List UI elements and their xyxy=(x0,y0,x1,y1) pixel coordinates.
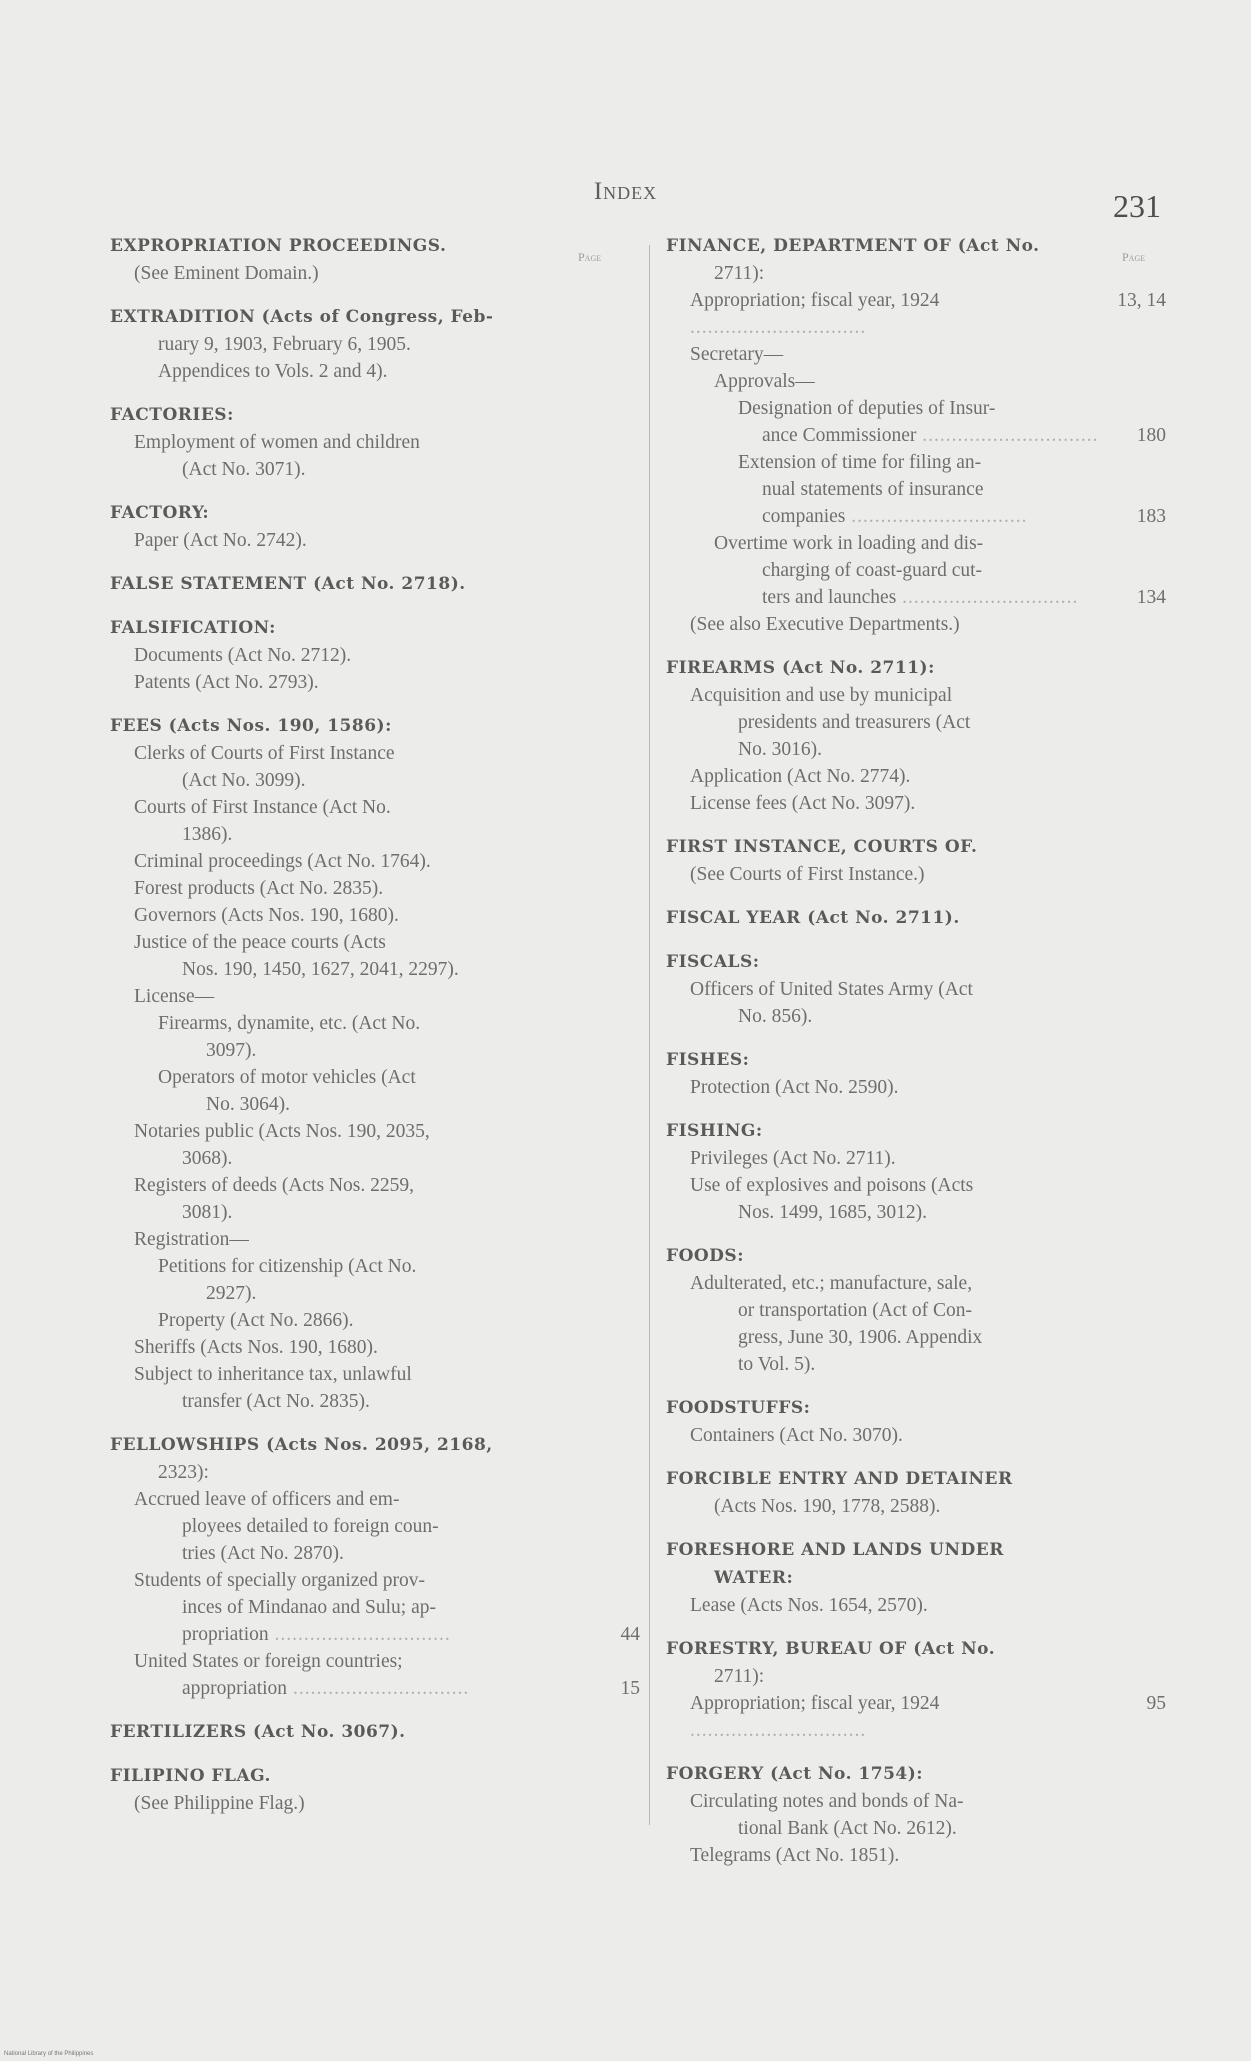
entry-text: FORESHORE AND LANDS UNDER xyxy=(666,1540,1004,1560)
entry-heading xyxy=(666,1564,1106,1592)
entry-text: ruary 9, 1903, February 6, 1905. xyxy=(158,334,411,355)
index-entry xyxy=(666,1117,1106,1226)
entry-text: (See Eminent Domain.) xyxy=(134,263,319,284)
entry-line xyxy=(110,1280,580,1307)
entry-line xyxy=(666,1172,1106,1199)
entry-text: Privileges (Act No. 2711). xyxy=(690,1148,896,1169)
entry-text: Overtime work in loading and dis- xyxy=(714,533,984,554)
entry-line xyxy=(110,1361,580,1388)
entry-heading xyxy=(666,1046,1106,1074)
entry-text: 3068). xyxy=(182,1148,233,1169)
entry-heading xyxy=(666,1635,1106,1663)
entry-line xyxy=(666,682,1106,709)
entry-text: Registration— xyxy=(134,1229,249,1250)
entry-line xyxy=(666,584,1166,611)
entry-text: Courts of First Instance (Act No. xyxy=(134,797,391,818)
entry-text: FACTORY: xyxy=(110,503,210,523)
entry-text: Forest products (Act No. 2835). xyxy=(134,878,384,899)
index-entry xyxy=(666,948,1106,1030)
entry-text: Clerks of Courts of First Instance xyxy=(134,743,395,764)
entry-text: Telegrams (Act No. 1851). xyxy=(690,1845,900,1866)
entry-text: EXPROPRIATION PROCEEDINGS. xyxy=(110,236,447,256)
entry-heading xyxy=(666,1760,1106,1788)
entry-text: Operators of motor vehicles (Act xyxy=(158,1067,416,1088)
entry-line xyxy=(110,1388,580,1415)
entry-text: Property (Act No. 2866). xyxy=(158,1310,354,1331)
entry-text: FORCIBLE ENTRY AND DETAINER xyxy=(666,1469,1013,1489)
entry-line xyxy=(110,1513,580,1540)
entry-line xyxy=(666,1270,1106,1297)
entry-line xyxy=(666,1690,1166,1744)
entry-text: tries (Act No. 2870). xyxy=(182,1543,344,1564)
entry-text: 2711): xyxy=(714,263,765,284)
entry-text: FIRST INSTANCE, COURTS OF. xyxy=(666,837,978,857)
entry-heading xyxy=(666,1242,1106,1270)
entry-line xyxy=(110,848,580,875)
entry-line xyxy=(110,1307,580,1334)
entry-text: FALSE STATEMENT (Act No. 2718). xyxy=(110,574,466,594)
entry-line xyxy=(110,1486,580,1513)
index-entry xyxy=(110,712,580,1415)
entry-text: Circulating notes and bonds of Na- xyxy=(690,1791,964,1812)
entry-text: ployees detailed to foreign coun- xyxy=(182,1516,439,1537)
entry-text: FACTORIES: xyxy=(110,405,234,425)
entry-line xyxy=(110,1594,580,1621)
entry-text: ance Commissioner ..... xyxy=(762,425,1098,446)
entry-text: gress, June 30, 1906. Appendix xyxy=(738,1327,983,1348)
entry-line xyxy=(666,1145,1106,1172)
entry-text: 3081). xyxy=(182,1202,233,1223)
entry-text: Documents (Act No. 2712). xyxy=(134,645,352,666)
entry-text: FISCAL YEAR (Act No. 2711). xyxy=(666,908,960,928)
see-reference xyxy=(110,260,580,287)
entry-text: No. 3016). xyxy=(738,739,822,760)
entry-line xyxy=(110,1037,580,1064)
entry-line xyxy=(110,929,580,956)
entry-text: Containers (Act No. 3070). xyxy=(690,1425,903,1446)
index-entry xyxy=(666,654,1106,817)
entry-text: FILIPINO FLAG. xyxy=(110,1766,271,1786)
index-entry xyxy=(110,570,580,598)
index-entry xyxy=(110,303,580,385)
entry-line xyxy=(666,1003,1106,1030)
entry-text: FOODSTUFFS: xyxy=(666,1398,811,1418)
entry-text: FORGERY (Act No. 1754): xyxy=(666,1764,924,1784)
entry-text: Students of specially organized prov- xyxy=(134,1570,425,1591)
entry-line xyxy=(110,1226,580,1253)
entry-text: FELLOWSHIPS (Acts Nos. 2095, 2168, xyxy=(110,1435,493,1455)
entry-text: (Act No. 3099). xyxy=(182,770,306,791)
entry-line xyxy=(110,429,580,456)
entry-line xyxy=(110,358,580,385)
entry-heading xyxy=(666,904,1106,932)
entry-text: Patents (Act No. 2793). xyxy=(134,672,319,693)
entry-text: Adulterated, etc.; manufacture, sale, xyxy=(690,1273,973,1294)
entry-text: FORESTRY, BUREAU OF (Act No. xyxy=(666,1639,996,1659)
entry-line xyxy=(666,503,1166,530)
entry-text: Extension of time for filing an- xyxy=(738,452,982,473)
see-reference xyxy=(666,861,1106,888)
entry-line xyxy=(110,1172,580,1199)
entry-text: Lease (Acts Nos. 1654, 2570). xyxy=(690,1595,928,1616)
page-reference: 15 xyxy=(620,1678,640,1699)
entry-text: to Vol. 5). xyxy=(738,1354,816,1375)
entry-line xyxy=(666,1815,1106,1842)
entry-text: No. 856). xyxy=(738,1006,813,1027)
entry-line xyxy=(110,1334,580,1361)
entry-text: Registers of deeds (Acts Nos. 2259, xyxy=(134,1175,414,1196)
entry-line xyxy=(666,790,1106,817)
entry-line xyxy=(110,669,580,696)
entry-line xyxy=(110,1253,580,1280)
entry-text: Criminal proceedings (Act No. 1764). xyxy=(134,851,431,872)
entry-line xyxy=(110,1118,580,1145)
entry-text: License fees (Act No. 3097). xyxy=(690,793,916,814)
entry-text: (Acts Nos. 190, 1778, 2588). xyxy=(714,1496,941,1517)
right-page-column-label: Page xyxy=(1122,250,1146,264)
entry-text: 2927). xyxy=(206,1283,257,1304)
entry-line xyxy=(666,422,1166,449)
entry-line xyxy=(666,1324,1106,1351)
see-reference xyxy=(110,1790,580,1817)
entry-text: ters and launches ..... xyxy=(762,587,1078,608)
page-reference: 180 xyxy=(1136,425,1166,446)
entry-text: Petitions for citizenship (Act No. xyxy=(158,1256,417,1277)
entry-text: FISHES: xyxy=(666,1050,750,1070)
entry-text: FEES (Acts Nos. 190, 1586): xyxy=(110,716,392,736)
entry-line xyxy=(666,1297,1106,1324)
entry-line xyxy=(110,767,580,794)
entry-line xyxy=(666,476,1106,503)
page-reference: 183 xyxy=(1136,506,1166,527)
entry-heading xyxy=(110,1431,580,1459)
entry-text: Appropriation; fiscal year, 1924 ..... xyxy=(690,1693,939,1741)
entry-text: Use of explosives and poisons (Acts xyxy=(690,1175,974,1196)
index-entry xyxy=(666,1465,1106,1520)
page-reference: 44 xyxy=(620,1624,640,1645)
entry-text: Nos. 190, 1450, 1627, 2041, 2297). xyxy=(182,959,459,980)
entry-line xyxy=(666,1663,1106,1690)
left-page-column-label: Page xyxy=(578,250,602,264)
entry-heading xyxy=(110,712,580,740)
entry-heading xyxy=(666,1465,1106,1493)
entry-text: Firearms, dynamite, etc. (Act No. xyxy=(158,1013,421,1034)
entry-heading xyxy=(110,614,580,642)
entry-text: 2323): xyxy=(158,1462,209,1483)
entry-line xyxy=(666,1199,1106,1226)
entry-text: transfer (Act No. 2835). xyxy=(182,1391,370,1412)
entry-text: companies ..... xyxy=(762,506,1028,527)
entry-text: Accrued leave of officers and em- xyxy=(134,1489,400,1510)
entry-text: Employment of women and children xyxy=(134,432,420,453)
entry-line xyxy=(666,709,1106,736)
entry-line xyxy=(666,368,1106,395)
index-entry xyxy=(666,904,1106,932)
index-entry xyxy=(666,1536,1106,1619)
entry-text: License— xyxy=(134,986,215,1007)
entry-line xyxy=(110,642,580,669)
entry-line xyxy=(110,821,580,848)
entry-heading xyxy=(666,833,1106,861)
entry-text: Approvals— xyxy=(714,371,815,392)
entry-line xyxy=(110,794,580,821)
footer-note: National Library of the Philippines xyxy=(4,2051,94,2057)
entry-text: Designation of deputies of Insur- xyxy=(738,398,996,419)
entry-line xyxy=(110,1145,580,1172)
entry-heading xyxy=(666,1117,1106,1145)
entry-text: (Act No. 3071). xyxy=(182,459,306,480)
index-entry xyxy=(666,1242,1106,1378)
entry-line xyxy=(666,395,1106,422)
entry-line xyxy=(666,341,1106,368)
entry-heading xyxy=(110,499,580,527)
index-entry xyxy=(666,1046,1106,1101)
entry-line xyxy=(110,1567,580,1594)
entry-heading xyxy=(110,232,580,260)
entry-text: FISHING: xyxy=(666,1121,763,1141)
entry-text: (See Courts of First Instance.) xyxy=(690,864,925,885)
entry-line xyxy=(110,1540,580,1567)
index-entry xyxy=(666,1760,1106,1869)
entry-line xyxy=(110,1091,580,1118)
entry-text: FOODS: xyxy=(666,1246,744,1266)
entry-text: WATER: xyxy=(714,1568,794,1588)
index-entry xyxy=(666,1635,1166,1744)
entry-text: Governors (Acts Nos. 190, 1680). xyxy=(134,905,399,926)
entry-line xyxy=(666,449,1106,476)
entry-heading xyxy=(110,1718,580,1746)
index-entry xyxy=(110,1431,640,1702)
entry-line xyxy=(666,1422,1106,1449)
entry-text: Notaries public (Acts Nos. 190, 2035, xyxy=(134,1121,430,1142)
entry-text: (See also Executive Departments.) xyxy=(690,614,960,635)
entry-text: propriation ..... xyxy=(182,1624,451,1645)
entry-text: FERTILIZERS (Act No. 3067). xyxy=(110,1722,406,1742)
see-reference xyxy=(666,611,1106,638)
entry-text: Nos. 1499, 1685, 3012). xyxy=(738,1202,928,1223)
entry-line xyxy=(110,1010,580,1037)
entry-line xyxy=(666,287,1166,341)
entry-line xyxy=(110,902,580,929)
entry-heading xyxy=(666,1394,1106,1422)
entry-text: (See Philippine Flag.) xyxy=(134,1793,305,1814)
index-entry xyxy=(110,499,580,554)
page-number: 231 xyxy=(1113,188,1161,224)
entry-text: Subject to inheritance tax, unlawful xyxy=(134,1364,412,1385)
entry-text: nual statements of insurance xyxy=(762,479,984,500)
index-entry xyxy=(666,833,1106,888)
entry-heading xyxy=(666,1536,1106,1564)
entry-text: Application (Act No. 2774). xyxy=(690,766,911,787)
entry-line xyxy=(666,763,1106,790)
entry-text: or transportation (Act of Con- xyxy=(738,1300,972,1321)
entry-line xyxy=(666,1351,1106,1378)
entry-heading xyxy=(110,303,580,331)
page-reference: 95 xyxy=(1146,1693,1166,1714)
index-entry xyxy=(666,1394,1106,1449)
entry-line xyxy=(666,557,1106,584)
entry-line xyxy=(110,331,580,358)
entry-text: FINANCE, DEPARTMENT OF (Act No. xyxy=(666,236,1040,256)
entry-heading xyxy=(666,948,1106,976)
entry-text: No. 3064). xyxy=(206,1094,290,1115)
index-entry xyxy=(110,614,580,696)
entry-text: Protection (Act No. 2590). xyxy=(690,1077,899,1098)
entry-text: 1386). xyxy=(182,824,233,845)
index-entry xyxy=(110,1762,580,1817)
running-head: Index xyxy=(593,178,658,205)
entry-text: charging of coast-guard cut- xyxy=(762,560,983,581)
entry-text: presidents and treasurers (Act xyxy=(738,712,971,733)
entry-line xyxy=(666,1592,1106,1619)
entry-heading xyxy=(110,401,580,429)
entry-line xyxy=(110,875,580,902)
entry-text: Officers of United States Army (Act xyxy=(690,979,973,1000)
entry-line xyxy=(110,1459,580,1486)
entry-text: inces of Mindanao and Sulu; ap- xyxy=(182,1597,436,1618)
entry-line xyxy=(666,736,1106,763)
entry-text: EXTRADITION (Acts of Congress, Feb- xyxy=(110,307,494,327)
entry-line xyxy=(666,1074,1106,1101)
index-entry xyxy=(110,1718,580,1746)
entry-text: FISCALS: xyxy=(666,952,760,972)
entry-line xyxy=(666,530,1106,557)
entry-heading xyxy=(110,570,580,598)
entry-heading xyxy=(666,654,1106,682)
entry-heading xyxy=(666,232,1106,260)
entry-text: Secretary— xyxy=(690,344,784,365)
entry-text: 3097). xyxy=(206,1040,257,1061)
entry-line xyxy=(110,1064,580,1091)
entry-text: tional Bank (Act No. 2612). xyxy=(738,1818,957,1839)
entry-text: 2711): xyxy=(714,1666,765,1687)
index-entry xyxy=(110,401,580,483)
entry-text: FALSIFICATION: xyxy=(110,618,276,638)
entry-text: Justice of the peace courts (Acts xyxy=(134,932,386,953)
entry-line xyxy=(110,1199,580,1226)
entry-text: Sheriffs (Acts Nos. 190, 1680). xyxy=(134,1337,378,1358)
index-entry xyxy=(110,232,580,287)
entry-line xyxy=(666,1788,1106,1815)
page-reference: 134 xyxy=(1136,587,1166,608)
entry-text: Paper (Act No. 2742). xyxy=(134,530,307,551)
entry-line xyxy=(110,956,580,983)
entry-text: Appropriation; fiscal year, 1924 ..... xyxy=(690,290,939,338)
entry-line xyxy=(666,260,1106,287)
entry-line xyxy=(110,456,580,483)
entry-text: United States or foreign countries; xyxy=(134,1651,403,1672)
entry-line xyxy=(110,1675,640,1702)
entry-line xyxy=(110,983,580,1010)
entry-heading xyxy=(110,1762,580,1790)
entry-text: appropriation ..... xyxy=(182,1678,469,1699)
column-divider xyxy=(649,245,650,1825)
entry-line xyxy=(666,1842,1106,1869)
entry-text: FIREARMS (Act No. 2711): xyxy=(666,658,935,678)
entry-line xyxy=(666,976,1106,1003)
entry-text: Appendices to Vols. 2 and 4). xyxy=(158,361,388,382)
entry-line xyxy=(110,527,580,554)
entry-line xyxy=(110,740,580,767)
page-reference: 13, 14 xyxy=(1117,290,1166,311)
entry-line xyxy=(666,1493,1106,1520)
entry-line xyxy=(110,1648,580,1675)
entry-text: Acquisition and use by municipal xyxy=(690,685,953,706)
entry-line xyxy=(110,1621,640,1648)
